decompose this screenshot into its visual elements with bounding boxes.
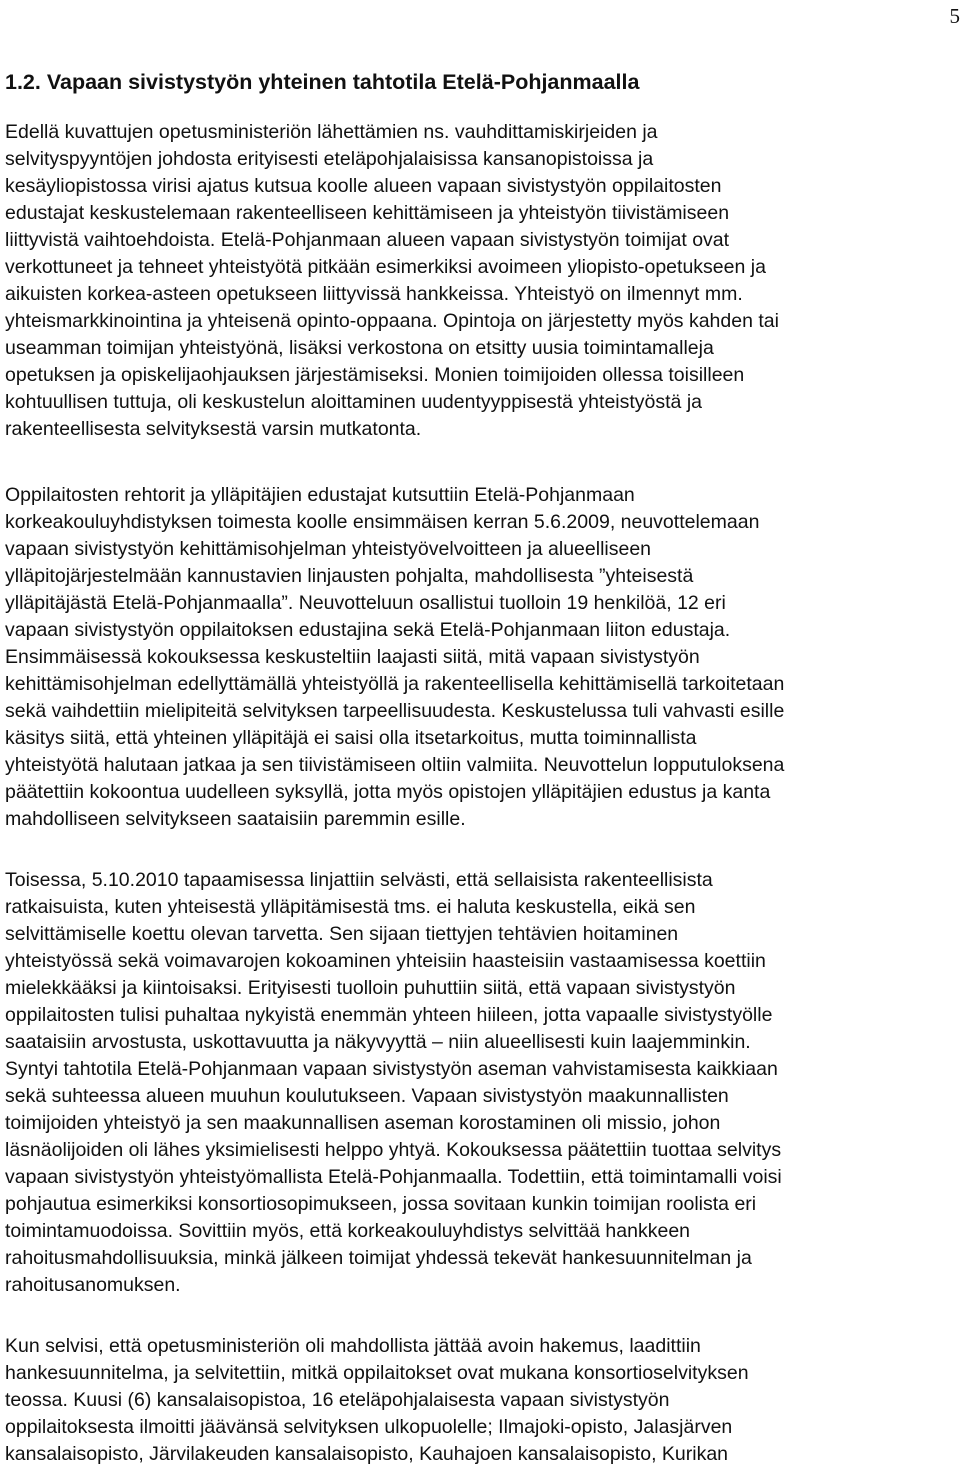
- section-heading: 1.2. Vapaan sivistystyön yhteinen tahtotila Etelä-Pohjanmaalla: [5, 70, 640, 94]
- text-line: liittyvistä vaihtoehdoista. Etelä-Pohjanmaan alueen vapaan sivistystyön toimijat ovat: [5, 229, 730, 251]
- text-line: rahoitusanomuksen.: [5, 1274, 181, 1296]
- text-line: opetuksen ja opiskelijaohjauksen järjestämiseksi. Monien toimijoiden ollessa toisilleen: [5, 364, 745, 386]
- text-line: verkottuneet ja tehneet yhteistyötä pitkään esimerkiksi avoimeen yliopisto-opetukseen ja: [5, 256, 766, 278]
- text-line: Syntyi tahtotila Etelä-Pohjanmaan vapaan sivistystyön aseman vahvistamisesta kaikkiaan: [5, 1058, 778, 1080]
- text-line: kansalaisopisto, Järvilakeuden kansalaisopisto, Kauhajoen kansalaisopisto, Kurikan: [5, 1443, 729, 1465]
- text-line: ratkaisuista, kuten yhteisestä ylläpitämisestä tms. ei haluta keskustella, eikä sen: [5, 896, 696, 918]
- text-line: Oppilaitosten rehtorit ja ylläpitäjien edustajat kutsuttiin Etelä-Pohjanmaan: [5, 484, 635, 506]
- text-line: Ensimmäisessä kokouksessa keskusteltiin laajasti siitä, mitä vapaan sivistystyön: [5, 646, 700, 668]
- text-line: selvittämiselle koettu olevan tarvetta. Sen sijaan tiettyjen tehtävien hoitaminen: [5, 923, 679, 945]
- text-line: päätettiin kokoontua uudelleen syksyllä, jotta myös opistojen ylläpitäjien edustus ja kanta: [5, 781, 771, 803]
- text-line: sekä suhteessa alueen muuhun koulutukseen. Vapaan sivistystyön maakunnallisten: [5, 1085, 729, 1107]
- page-number: 5: [949, 4, 960, 28]
- paragraph-1: [5, 119, 779, 443]
- text-line: toimijoiden yhteistyö ja sen maakunnallisen aseman korostaminen oli missio, johon: [5, 1112, 721, 1134]
- text-line: Kun selvisi, että opetusministeriön oli mahdollista jättää avoin hakemus, laadittiin: [5, 1335, 701, 1357]
- text-line: yhteistyötä halutaan jatkaa ja sen tiivistämiseen oltiin valmiita. Neuvottelun lopputuloksena: [5, 754, 785, 776]
- text-line: korkeakouluyhdistyksen toimesta koolle ensimmäisen kerran 5.6.2009, neuvottelemaan: [5, 511, 760, 533]
- text-line: selvityspyyntöjen johdosta erityisesti eteläpohjalaisissa kansanopistoissa ja: [5, 148, 654, 170]
- text-line: pohjautua esimerkiksi konsortiosopimukseen, jossa sovitaan kunkin toimijan roolista eri: [5, 1193, 757, 1215]
- paragraph-4: [5, 1333, 749, 1468]
- text-line: läsnäolijoiden oli lähes yksimielisesti helppo yhtyä. Kokouksessa päätettiin tuottaa selvitys: [5, 1139, 782, 1161]
- paragraph-2: [5, 482, 784, 833]
- text-line: rahoitusmahdollisuuksia, minkä jälkeen toimijat yhdessä tekevät hankesuunnitelman ja: [5, 1247, 752, 1269]
- text-line: aikuisten korkea-asteen opetukseen liittyvissä hankkeissa. Yhteistyö on ilmennyt mm.: [5, 283, 743, 305]
- text-line: teossa. Kuusi (6) kansalaisopistoa, 16 eteläpohjalaisesta vapaan sivistystyön: [5, 1389, 670, 1411]
- text-line: yhteistyössä sekä voimavarojen kokoaminen yhteisiin haasteisiin vastaamisessa koettiin: [5, 950, 766, 972]
- text-line: oppilaitosten tulisi puhaltaa nykyistä enemmän yhteen hiileen, jotta vapaalle sivistystyölle: [5, 1004, 773, 1026]
- text-line: oppilaitoksesta ilmoitti jäävänsä selvityksen ulkopuolelle; Ilmajoki-opisto, Jalasjärven: [5, 1416, 733, 1438]
- text-line: rakenteellisesta selvityksestä varsin mutkatonta.: [5, 418, 422, 440]
- text-line: sekä vaihdettiin mielipiteitä selvityksen tarpeellisuudesta. Keskustelussa tuli vahvasti esille: [5, 700, 785, 722]
- text-line: edustajat keskustelemaan rakenteelliseen kehittämiseen ja yhteistyön tiivistämiseen: [5, 202, 730, 224]
- text-line: vapaan sivistystyön kehittämisohjelman yhteistyövelvoitteen ja alueelliseen: [5, 538, 652, 560]
- text-line: mahdolliseen selvitykseen saataisiin paremmin esille.: [5, 808, 466, 830]
- text-line: Edellä kuvattujen opetusministeriön lähettämien ns. vauhdittamiskirjeiden ja: [5, 121, 658, 143]
- text-line: vapaan sivistystyön oppilaitoksen edustajina sekä Etelä-Pohjanmaan liiton edustaja.: [5, 619, 731, 641]
- text-line: kehittämisohjelman edellyttämällä yhteistyöllä ja rakenteellisella kehittämisellä tarkoitetaan: [5, 673, 785, 695]
- text-line: ylläpitojärjestelmään kannustavien linjausten pohjalta, mahdollisesta ”yhteisestä: [5, 565, 694, 587]
- text-line: kohtuullisen tuttuja, oli keskustelun aloittaminen uudentyyppisestä yhteistyöstä ja: [5, 391, 702, 413]
- text-line: hankesuunnitelma, ja selvitettiin, mitkä oppilaitokset ovat mukana konsortioselvityksen: [5, 1362, 749, 1384]
- text-line: käsitys siitä, että yhteinen ylläpitäjä ei saisi olla itsetarkoitus, mutta toiminnallista: [5, 727, 697, 749]
- text-line: mielekkääksi ja kiintoisaksi. Erityisesti tuolloin puhuttiin siitä, että vapaan sivistystyön: [5, 977, 736, 999]
- text-line: vapaan sivistystyön yhteistyömallista Etelä-Pohjanmaalla. Todettiin, että toimintamalli voisi: [5, 1166, 782, 1188]
- text-line: saataisiin arvostusta, uskottavuutta ja näkyvyyttä – niin alueellisesti kuin laajemminkin.: [5, 1031, 751, 1053]
- text-line: toimintamuodoissa. Sovittiin myös, että korkeakouluyhdistys selvittää hankkeen: [5, 1220, 691, 1242]
- text-line: useamman toimijan yhteistyönä, lisäksi verkostona on etsitty uusia toimintamalleja: [5, 337, 714, 359]
- paragraph-3: [5, 867, 782, 1299]
- text-line: yhteismarkkinointina ja yhteisenä opinto-oppaana. Opintoja on järjestetty myös kahden tai: [5, 310, 779, 332]
- text-line: kesäyliopistossa virisi ajatus kutsua koolle alueen vapaan sivistystyön oppilaitosten: [5, 175, 722, 197]
- text-line: ylläpitäjästä Etelä-Pohjanmaalla”. Neuvotteluun osallistui tuolloin 19 henkilöä, 12 eri: [5, 592, 726, 614]
- text-line: Toisessa, 5.10.2010 tapaamisessa linjattiin selvästi, että sellaisista rakenteellisista: [5, 869, 713, 891]
